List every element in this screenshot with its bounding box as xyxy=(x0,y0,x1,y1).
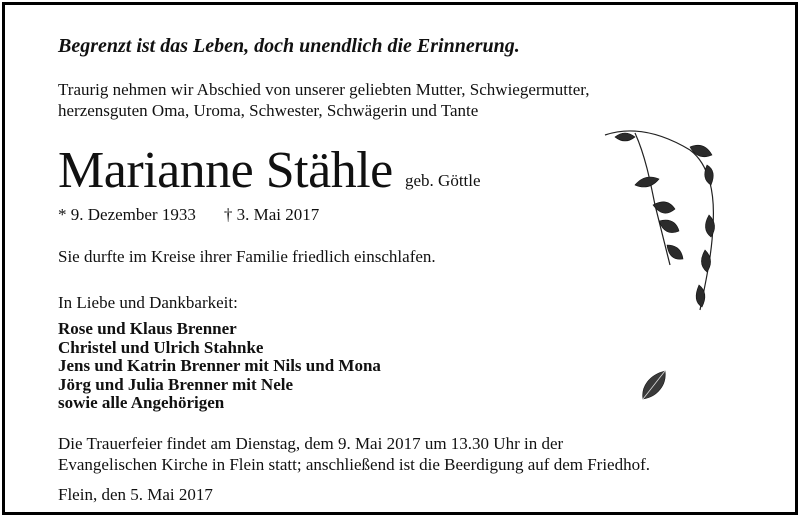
obituary-notice xyxy=(2,2,798,515)
funeral-line: Evangelischen Kirche in Flein statt; anschließend ist die Beerdigung auf dem Friedhof. xyxy=(58,455,651,474)
intro-line: herzensguten Oma, Uroma, Schwester, Schwägerin und Tante xyxy=(58,101,479,120)
peace-line: Sie durfte im Kreise ihrer Familie friedlich einschlafen. xyxy=(58,247,436,266)
maiden-name: geb. Göttle xyxy=(405,171,481,190)
life-dates xyxy=(58,205,319,225)
funeral-line: Die Trauerfeier findet am Dienstag, dem 9. Mai 2017 um 13.30 Uhr in der xyxy=(58,434,564,453)
place-date: Flein, den 5. Mai 2017 xyxy=(58,485,213,504)
intro-text xyxy=(58,79,590,121)
motto: Begrenzt ist das Leben, doch unendlich die Erinnerung. xyxy=(58,35,520,57)
family-member: Jörg und Julia Brenner mit Nele xyxy=(58,374,294,394)
family-list xyxy=(58,320,381,413)
thanks-label: In Liebe und Dankbarkeit: xyxy=(58,293,238,312)
family-member: sowie alle Angehörigen xyxy=(58,393,225,412)
family-member: Rose und Klaus Brenner xyxy=(58,319,237,338)
family-member: Christel und Ulrich Stahnke xyxy=(58,337,264,357)
deceased-name: Marianne Stähle xyxy=(58,142,393,199)
birch-branch-icon xyxy=(595,125,725,315)
death-date: † 3. Mai 2017 xyxy=(223,205,320,224)
family-member: Jens und Katrin Brenner mit Nils und Mona xyxy=(58,356,381,375)
intro-line: Traurig nehmen wir Abschied von unserer geliebten Mutter, Schwiegermutter, xyxy=(58,80,590,99)
funeral-info xyxy=(58,433,650,475)
falling-leaf-icon xyxy=(635,365,675,405)
birth-date: * 9. Dezember 1933 xyxy=(58,205,196,224)
